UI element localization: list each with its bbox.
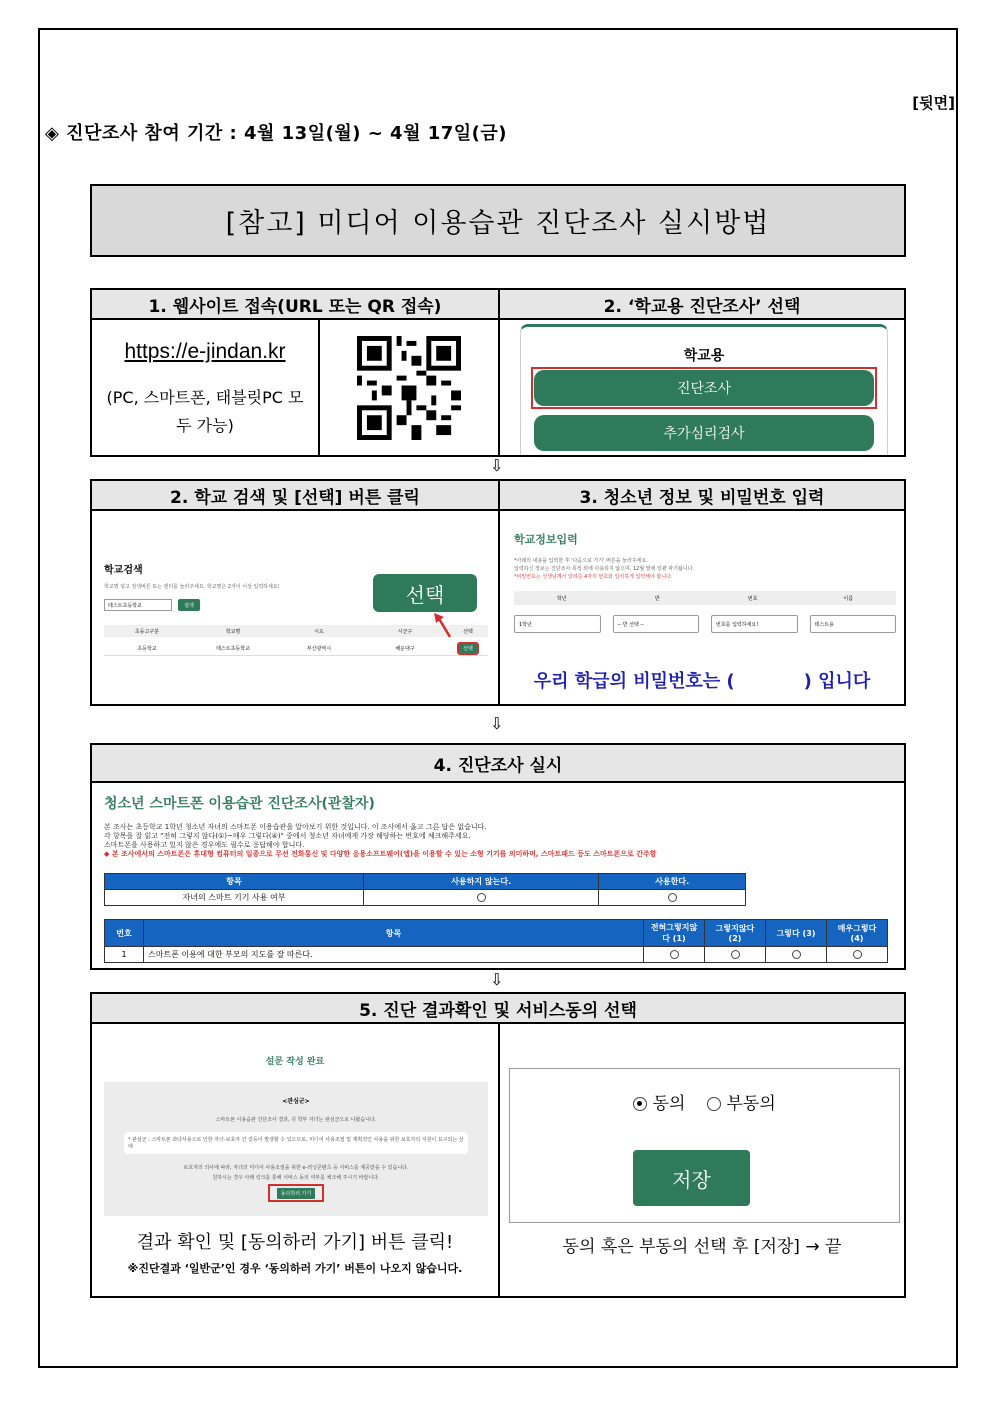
info-line-3: *비밀번호는 선생님께서 알려준 4자리 번호와 일치하게 입력해야 합니다. [514,574,673,580]
t1-col-yes: 사용한다. [599,874,746,890]
step4-header: 4. 진단조사 실시 [90,743,906,783]
t2-radio-4[interactable] [827,947,888,963]
search-button[interactable]: 검색 [178,599,200,611]
guide-title: [참고] 미디어 이용습관 진단조사 실시방법 [90,184,906,257]
t2-col-item: 항목 [144,920,644,947]
offer-line-2: 원하시는 경우 아래 링크를 통해 서비스 동의 여부를 체크해 주시기 바랍니다. [212,1175,380,1181]
col-name: 이름 [843,595,854,602]
qr-code-icon[interactable] [357,336,461,440]
survey-title: 청소년 스마트폰 이용습관 진단조사(관찰자) [104,796,375,812]
right-caption: 동의 혹은 부동의 선택 후 [저장] → 끝 [562,1237,842,1257]
search-hint: 학교명 넣고 검색버튼 또는 엔터를 눌러주세요. 학교명은 2자이 이상 입력하세요! [104,584,280,590]
step3-cell [498,509,906,706]
class-password-note: 우리 학급의 비밀번호는 ( ) 입니다 [533,671,871,692]
school-search-title: 학교검색 [104,565,143,576]
t2-radio-3[interactable] [766,947,827,963]
school-panel [520,324,888,457]
arrow-2: ⇩ [490,714,504,733]
intro-line-3: 스마트폰을 사용하고 있지 않은 경우에도 필수로 응답해야 합니다. [104,841,305,849]
question-table [104,919,888,963]
col-school: 학교명 [225,628,241,635]
step2a-cell [498,318,906,457]
t1-row-label: 자녀의 스마트 기기 사용 여부 [105,890,364,906]
number-input[interactable]: 번호를 입력하세요! [711,615,798,633]
intro-line-1: 본 조사는 초등학교 1학년 청소년 자녀의 스마트폰 이용습관을 알아보기 위한 것입니다. 이 조사에서 옳고 그른 답은 없습니다. [104,823,487,831]
result-group: <관심군> [282,1098,310,1105]
survey-intro [104,823,894,859]
agree-link-button[interactable]: 동의하러 가기 [277,1188,316,1199]
select-button-enlarged[interactable]: 선택 [373,574,477,612]
t2-col-4: 매우그렇다 (4) [827,920,888,947]
result-line: 스마트폰 이용습관 진단조사 결과, 귀 학부 자녀는 관심군으로 나왔습니다. [215,1117,377,1123]
school-search-input[interactable]: 테스트초등학교 [104,599,172,611]
info-field-row [514,615,896,633]
intro-line-2: 각 항목을 잘 읽고 "전혀 그렇지 않다(①)~매우 그렇다(④)" 중에서 청소년 자녀에게 가장 해당하는 번호에 체크해주세요. [104,832,471,840]
t1-radio-no[interactable] [364,890,599,906]
t2-row-num: 1 [105,947,144,963]
device-note: (PC, 스마트폰, 태블릿PC 모두 가능) [106,388,304,435]
t2-row-item: 스마트폰 이용에 대한 부모의 지도를 잘 따른다. [144,947,644,963]
col-type: 초등고구분 [134,628,160,635]
table-row [104,641,488,656]
left-caption: 결과 확인 및 [동의하러 가기] 버튼 클릭! [136,1232,454,1253]
cell-type: 초등학교 [137,645,157,652]
agree-link-frame [268,1184,324,1202]
survey-done-title: 설문 작성 완료 [265,1057,325,1067]
t2-col-3: 그렇다 (3) [766,920,827,947]
usage-table [104,873,746,906]
red-arrow-icon [430,611,460,641]
step1-qr-cell [318,318,500,457]
t1-radio-yes[interactable] [599,890,746,906]
step3-header: 3. 청소년 정보 및 비밀번호 입력 [498,479,906,511]
consent-panel [509,1068,900,1223]
participation-period: ◈ 진단조사 참여 기간 : 4월 13일(월) ~ 4월 17일(금) [45,123,508,144]
arrow-3: ⇩ [490,970,504,989]
t2-col-1: 전혀그렇지않다 (1) [644,920,705,947]
cell-school: 테스트초등학교 [216,645,250,652]
step5-right-cell [498,1022,906,1298]
grade-select[interactable]: 1학년 [514,615,601,633]
save-button[interactable]: 저장 [633,1150,750,1206]
offer-line-1: 보호자의 의사에 따라, 자녀의 미디어 사용조절을 위한 e-러닝콘텐츠 등 서비스를 제공받을 수 있습니다. [183,1165,409,1171]
step1-header: 1. 웹사이트 접속(URL 또는 QR 접속) [90,288,500,320]
step4-cell [90,781,906,970]
col-class: 반 [654,595,660,602]
t2-col-num: 번호 [105,920,144,947]
step2b-cell [90,509,500,706]
t1-col-no: 사용하지 않는다. [364,874,599,890]
step1-url-cell [90,318,320,457]
agree-label: 동의 [652,1094,686,1114]
class-select[interactable]: -- 반 선택 -- [613,615,700,633]
t1-col-item: 항목 [105,874,364,890]
consent-options [510,1089,899,1114]
cell-sigungu: 해운대구 [395,645,415,652]
info-line-1: *아래의 내용을 입력한 후 '다음으로 가기' 버튼을 눌러주세요. [514,558,648,564]
col-number: 번호 [747,595,758,602]
result-detail: * 관심군 : 스마트폰 과다사용으로 인한 자녀-보호자 간 갈등이 발생할 수 있으므로, 미디어 사용조절 및 계획적인 사용을 위한 보호자의 지원이 요구되는 상태 [124,1132,468,1154]
result-panel [104,1082,488,1216]
col-select: 선택 [463,628,473,635]
intro-line-4: ◆ 본 조사에서의 스마트폰은 휴대형 컴퓨터의 일종으로 무선 전화통신 및 다양한 응용소프트웨어(앱)을 이용할 수 있는 소형 기기를 의미하며, 스마트패드 등도 스마트폰으로 간주함 [104,850,657,858]
cell-sido: 부산광역시 [306,645,332,652]
school-panel-title: 학교용 [683,348,725,364]
t2-col-2: 그렇지않다 (2) [705,920,766,947]
site-url[interactable]: https://e-jindan.kr [124,340,286,363]
col-grade: 학년 [556,595,567,602]
name-input[interactable]: 테스트용 [810,615,897,633]
cell-select [448,644,488,653]
t2-radio-1[interactable] [644,947,705,963]
arrow-1: ⇩ [490,456,504,475]
left-note: ※진단결과 ‘일반군’인 경우 ‘동의하러 가기’ 버튼이 나오지 않습니다. [127,1262,463,1275]
col-sigungu: 시군구 [397,628,413,635]
step5-left-cell [90,1022,500,1298]
page-side-label: [뒷면] [912,94,955,112]
agree-radio[interactable] [633,1097,647,1111]
info-header-row [514,591,896,605]
disagree-radio[interactable] [707,1097,721,1111]
step5-header: 5. 진단 결과확인 및 서비스동의 선택 [90,992,906,1024]
step2a-header: 2. ‘학교용 진단조사’ 선택 [498,288,906,320]
row-select-button[interactable]: 선택 [459,644,477,653]
survey-button[interactable]: 진단조사 [534,370,874,406]
disagree-label: 부동의 [726,1094,776,1114]
school-info-title: 학교정보입력 [514,533,578,546]
extra-test-button[interactable]: 추가심리검사 [534,415,874,451]
col-sido: 시도 [314,628,324,635]
t2-radio-2[interactable] [705,947,766,963]
step2b-header: 2. 학교 검색 및 [선택] 버튼 클릭 [90,479,500,511]
info-line-2: 입력하신 정보는 진단조사 목적 외에 사용되지 않으며, 12월 말에 일괄 파기됩니다. [514,566,694,572]
